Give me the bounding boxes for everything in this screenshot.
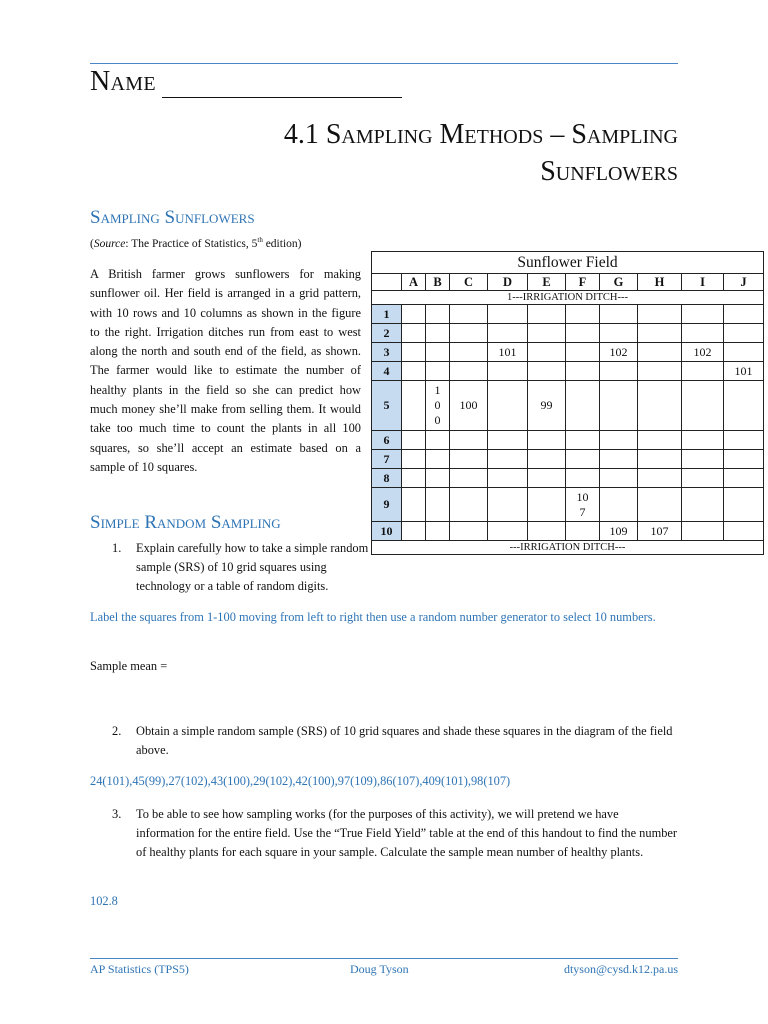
field-row-7	[372, 450, 764, 469]
question-3-text: To be able to see how sampling works (for the purposes of this activity), we will pretend we have information for the entire field. Use the “True Field Yield” table at the end of this handout to find the number of healthy plants for each square in your sample. Calculate the sample mean number of healthy plants.	[136, 807, 678, 859]
field-cell-h2[interactable]	[638, 324, 682, 343]
field-cell-e6[interactable]	[528, 431, 566, 450]
field-cell-b3[interactable]	[426, 343, 450, 362]
field-row-5	[372, 381, 764, 431]
question-3-number: 3.	[112, 807, 122, 821]
field-cell-h1[interactable]	[638, 305, 682, 324]
field-cell-j10[interactable]	[724, 522, 764, 541]
field-cell-f1[interactable]	[566, 305, 600, 324]
field-cell-e2[interactable]	[528, 324, 566, 343]
field-cell-g3[interactable]: 102	[600, 343, 638, 362]
field-cell-b9[interactable]	[426, 488, 450, 522]
field-cell-c6[interactable]	[450, 431, 488, 450]
field-cell-c3[interactable]	[450, 343, 488, 362]
field-cell-a1[interactable]	[402, 305, 426, 324]
field-row-6	[372, 431, 764, 450]
field-cell-f7[interactable]	[566, 450, 600, 469]
field-cell-i5[interactable]	[682, 381, 724, 431]
field-cell-b7[interactable]	[426, 450, 450, 469]
source-suffix: edition)	[262, 237, 302, 250]
field-cell-c7[interactable]	[450, 450, 488, 469]
field-cell-j7[interactable]	[724, 450, 764, 469]
field-cell-i8[interactable]	[682, 469, 724, 488]
question-3	[112, 805, 678, 862]
field-cell-b8[interactable]	[426, 469, 450, 488]
source-sup: th	[257, 236, 263, 244]
footer-rule	[90, 958, 678, 959]
field-cell-c8[interactable]	[450, 469, 488, 488]
field-cell-j8[interactable]	[724, 469, 764, 488]
field-cell-f9[interactable]: 10 7	[566, 488, 600, 522]
field-cell-b4[interactable]	[426, 362, 450, 381]
field-title: Sunflower Field	[372, 252, 764, 274]
field-cell-i4[interactable]	[682, 362, 724, 381]
field-cell-h9[interactable]	[638, 488, 682, 522]
field-cell-i6[interactable]	[682, 431, 724, 450]
field-cell-e10[interactable]	[528, 522, 566, 541]
field-cell-f5[interactable]	[566, 381, 600, 431]
name-blank-line[interactable]	[162, 71, 402, 98]
field-cell-i1[interactable]	[682, 305, 724, 324]
field-cell-j3[interactable]	[724, 343, 764, 362]
field-cell-g7[interactable]	[600, 450, 638, 469]
row-header-5: 5	[372, 381, 402, 431]
field-cell-d6[interactable]	[488, 431, 528, 450]
bottom-irrigation-ditch: ---IRRIGATION DITCH---	[372, 541, 764, 555]
top-irrigation-ditch: 1---IRRIGATION DITCH---	[372, 291, 764, 305]
row-header-1: 1	[372, 305, 402, 324]
field-cell-a8[interactable]	[402, 469, 426, 488]
field-row-10	[372, 522, 764, 541]
field-cell-c1[interactable]	[450, 305, 488, 324]
field-cell-g5[interactable]	[600, 381, 638, 431]
column-header-f: F	[566, 274, 600, 291]
field-cell-b5[interactable]: 1 0 0	[426, 381, 450, 431]
field-cell-d8[interactable]	[488, 469, 528, 488]
field-cell-d4[interactable]	[488, 362, 528, 381]
field-cell-e4[interactable]	[528, 362, 566, 381]
answer-1: Label the squares from 1-100 moving from left to right then use a random number generator to select 10 numbers.	[90, 610, 656, 624]
field-cell-i9[interactable]	[682, 488, 724, 522]
footer-email: dtyson@cysd.k12.pa.us	[563, 962, 678, 976]
column-header-h: H	[638, 274, 682, 291]
question-1-text: Explain carefully how to take a simple random sample (SRS) of 10 grid squares using technology or a table of random digits.	[136, 541, 369, 593]
field-cell-e9[interactable]	[528, 488, 566, 522]
answer-2: 24(101),45(99),27(102),43(100),29(102),42(100),97(109),86(107),409(101),98(107)	[90, 774, 511, 788]
name-field-label	[90, 66, 402, 98]
field-row-1	[372, 305, 764, 324]
title-line-2: Sunflowers	[540, 156, 678, 187]
source-citation	[90, 236, 301, 250]
field-row-3	[372, 343, 764, 362]
field-cell-h7[interactable]	[638, 450, 682, 469]
source-text: : The Practice of Statistics, 5	[125, 237, 258, 250]
field-row-8	[372, 469, 764, 488]
field-cell-d1[interactable]	[488, 305, 528, 324]
field-cell-g4[interactable]	[600, 362, 638, 381]
footer-course: AP Statistics (TPS5)	[90, 962, 189, 976]
field-cell-e3[interactable]	[528, 343, 566, 362]
row-header-8: 8	[372, 469, 402, 488]
column-header-g: G	[600, 274, 638, 291]
row-header-2: 2	[372, 324, 402, 343]
question-2	[112, 722, 678, 760]
answer-3: 102.8	[90, 894, 118, 908]
field-cell-a9[interactable]	[402, 488, 426, 522]
field-cell-g9[interactable]	[600, 488, 638, 522]
field-cell-f6[interactable]	[566, 431, 600, 450]
field-cell-a5[interactable]	[402, 381, 426, 431]
field-cell-d5[interactable]	[488, 381, 528, 431]
title-line-1: 4.1 Sampling Methods – Sampling	[283, 119, 678, 150]
field-cell-b2[interactable]	[426, 324, 450, 343]
corner-cell	[372, 274, 402, 291]
field-cell-h3[interactable]	[638, 343, 682, 362]
field-cell-j5[interactable]	[724, 381, 764, 431]
field-cell-f3[interactable]	[566, 343, 600, 362]
field-cell-g1[interactable]	[600, 305, 638, 324]
field-cell-a7[interactable]	[402, 450, 426, 469]
field-cell-h8[interactable]	[638, 469, 682, 488]
field-cell-a2[interactable]	[402, 324, 426, 343]
field-cell-b10[interactable]	[426, 522, 450, 541]
field-cell-j6[interactable]	[724, 431, 764, 450]
field-cell-j2[interactable]	[724, 324, 764, 343]
row-header-3: 3	[372, 343, 402, 362]
field-cell-f2[interactable]	[566, 324, 600, 343]
row-header-6: 6	[372, 431, 402, 450]
section-heading-simple-random-sampling: Simple Random Sampling	[90, 512, 281, 533]
column-header-a: A	[402, 274, 426, 291]
field-cell-a4[interactable]	[402, 362, 426, 381]
field-cell-a6[interactable]	[402, 431, 426, 450]
column-header-d: D	[488, 274, 528, 291]
field-cell-i10[interactable]	[682, 522, 724, 541]
field-cell-c4[interactable]	[450, 362, 488, 381]
field-cell-g10[interactable]: 109	[600, 522, 638, 541]
question-2-number: 2.	[112, 724, 122, 738]
field-row-4	[372, 362, 764, 381]
field-cell-b1[interactable]	[426, 305, 450, 324]
field-cell-e7[interactable]	[528, 450, 566, 469]
field-cell-i7[interactable]	[682, 450, 724, 469]
field-cell-i2[interactable]	[682, 324, 724, 343]
top-rule	[90, 63, 678, 64]
field-cell-a3[interactable]	[402, 343, 426, 362]
column-header-c: C	[450, 274, 488, 291]
intro-paragraph: A British farmer grows sunflowers for making sunflower oil. Her field is arranged in a grid pattern, with 10 rows and 10 columns as shown in the figure to the right. Irrigation ditches run from east to west along the north and south end of the field, as shown. The farmer would like to estimate the number of healthy plants in the field so she can predict how much money she’ll make from selling them. It would take too much time to count the plants in all 100 squares, so she’ll accept an estimate based on a sample of 10 squares.	[90, 267, 361, 474]
field-cell-h4[interactable]	[638, 362, 682, 381]
field-cell-j4[interactable]: 101	[724, 362, 764, 381]
row-header-9: 9	[372, 488, 402, 522]
source-label: Source	[93, 237, 126, 250]
field-cell-c2[interactable]	[450, 324, 488, 343]
field-cell-f4[interactable]	[566, 362, 600, 381]
field-cell-c9[interactable]	[450, 488, 488, 522]
field-cell-h10[interactable]: 107	[638, 522, 682, 541]
field-cell-d2[interactable]	[488, 324, 528, 343]
section-heading-sampling-sunflowers: Sampling Sunflowers	[90, 207, 255, 228]
field-cell-e1[interactable]	[528, 305, 566, 324]
field-cell-j9[interactable]	[724, 488, 764, 522]
column-header-i: I	[682, 274, 724, 291]
sample-mean-label: Sample mean =	[90, 659, 168, 673]
field-cell-e5[interactable]: 99	[528, 381, 566, 431]
field-cell-f8[interactable]	[566, 469, 600, 488]
field-cell-d9[interactable]	[488, 488, 528, 522]
source-prefix: (	[90, 237, 94, 250]
field-cell-h5[interactable]	[638, 381, 682, 431]
row-header-7: 7	[372, 450, 402, 469]
field-cell-c10[interactable]	[450, 522, 488, 541]
field-cell-i3[interactable]: 102	[682, 343, 724, 362]
field-cell-b6[interactable]	[426, 431, 450, 450]
sunflower-field-grid	[371, 251, 764, 555]
question-1	[112, 539, 378, 596]
row-header-4: 4	[372, 362, 402, 381]
field-cell-g2[interactable]	[600, 324, 638, 343]
question-2-text: Obtain a simple random sample (SRS) of 10 grid squares and shade these squares in the diagram of the field above.	[136, 724, 673, 757]
field-cell-a10[interactable]	[402, 522, 426, 541]
field-cell-d7[interactable]	[488, 450, 528, 469]
field-cell-d3[interactable]: 101	[488, 343, 528, 362]
field-cell-g8[interactable]	[600, 469, 638, 488]
row-header-10: 10	[372, 522, 402, 541]
field-cell-e8[interactable]	[528, 469, 566, 488]
column-header-b: B	[426, 274, 450, 291]
field-cell-c5[interactable]: 100	[450, 381, 488, 431]
question-1-number: 1.	[112, 541, 122, 555]
field-cell-d10[interactable]	[488, 522, 528, 541]
field-row-2	[372, 324, 764, 343]
column-header-j: J	[724, 274, 764, 291]
document-title	[158, 116, 678, 190]
column-header-e: E	[528, 274, 566, 291]
name-label: Name	[90, 66, 156, 97]
field-row-9	[372, 488, 764, 522]
field-cell-h6[interactable]	[638, 431, 682, 450]
footer-author: Doug Tyson	[350, 962, 409, 976]
field-cell-f10[interactable]	[566, 522, 600, 541]
field-cell-j1[interactable]	[724, 305, 764, 324]
field-cell-g6[interactable]	[600, 431, 638, 450]
